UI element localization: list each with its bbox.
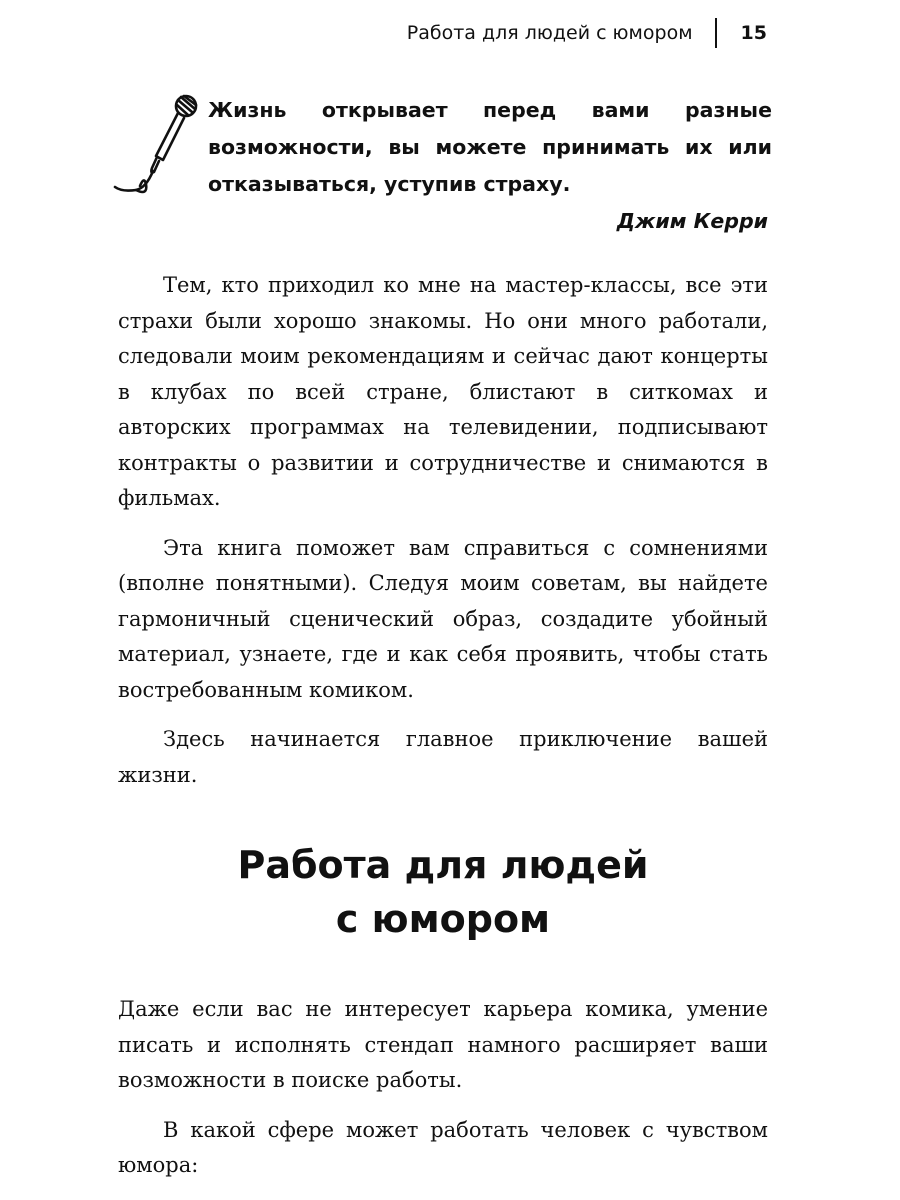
section-title-line-1: Работа для людей	[237, 843, 649, 887]
epigraph-author: Джим Керри	[616, 209, 768, 233]
paragraph: Даже если вас не интересует карьера комика, умение писать и исполнять стендап намного расширяет ваши возможности в поиске работы.	[118, 997, 768, 1092]
microphone-icon	[112, 92, 202, 202]
epigraph-quote: Жизнь открывает перед вами разные возможности, вы можете принимать их или отказываться, уступив страху.	[208, 98, 772, 196]
section-title-line-2: с юмором	[335, 897, 551, 941]
running-title: Работа для людей с юмором	[406, 22, 693, 44]
body-text-intro	[118, 268, 768, 807]
epigraph	[112, 92, 772, 240]
body-text-section	[118, 992, 768, 1198]
running-header	[407, 20, 767, 46]
page-number: 15	[740, 22, 767, 44]
paragraph: Эта книга поможет вам справиться с сомнениями (вполне понятными). Следуя моим советам, вы найдете гармоничный сценический образ, создадите убойный материал, узнаете, где и как себя проявить, чтобы стать востребованным комиком.	[118, 535, 768, 702]
paragraph: Здесь начинается главное приключение вашей жизни.	[118, 727, 768, 787]
header-divider	[715, 18, 717, 48]
section-title	[118, 838, 768, 946]
paragraph: В какой сфере может работать человек с чувством юмора:	[118, 1117, 768, 1177]
paragraph: Тем, кто приходил ко мне на мастер-классы, все эти страхи были хорошо знакомы. Но они много работали, следовали моим рекомендациям и сейчас дают концерты в клубах по всей стране, блистают в ситкомах и авторских программах на телевидении, подписывают контракты о развитии и сотрудничестве и снимаются в фильмах.	[118, 273, 768, 510]
